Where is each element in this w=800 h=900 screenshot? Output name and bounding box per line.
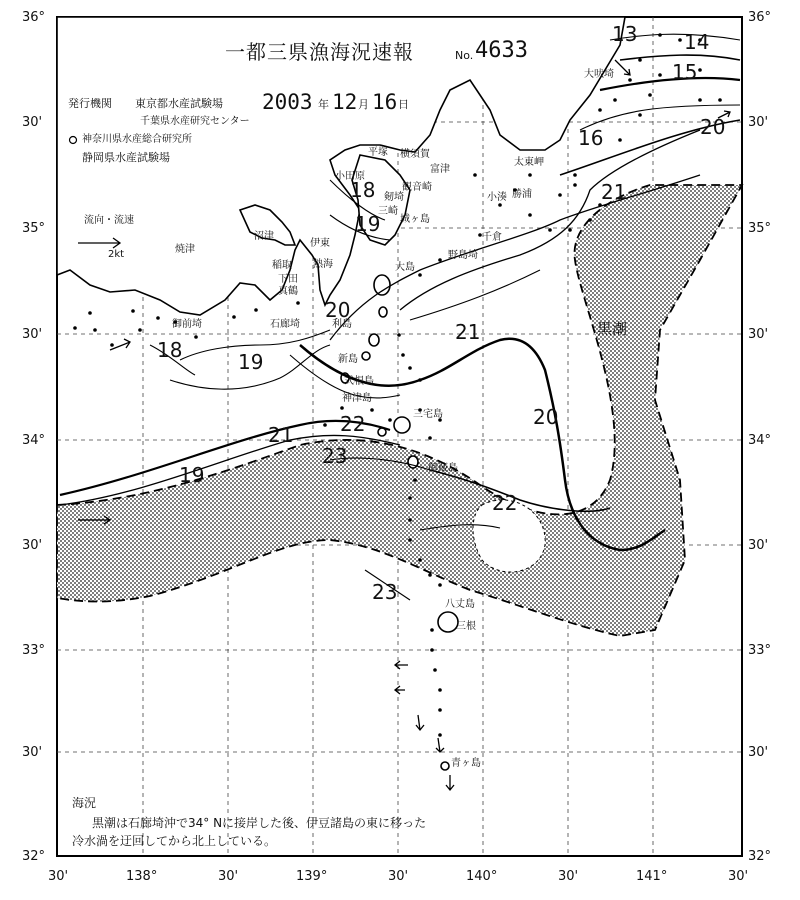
place-label: 利島 <box>332 319 352 330</box>
place-label: 青ヶ島 <box>451 758 481 769</box>
lon-label: 30' <box>218 869 239 884</box>
agency-kanagawa: 神奈川県水産総合研究所 <box>82 134 192 145</box>
place-label: 平塚 <box>368 147 388 158</box>
date-year-unit: 年 <box>318 98 329 111</box>
notes-line-1: 黒潮は石廊埼沖で34° Nに接岸した後、伊豆諸島の東に移った <box>92 816 427 830</box>
place-label: 御蔵島 <box>428 463 458 474</box>
lat-label-right: 36° <box>748 10 772 25</box>
lat-label-right: 33° <box>748 643 772 658</box>
place-label: 真鶴 <box>278 286 298 297</box>
place-label: 勝浦 <box>512 189 532 200</box>
agency-shizuoka: 静岡県水産試験場 <box>82 151 170 164</box>
lon-label: 30' <box>48 869 69 884</box>
place-label: 三根 <box>456 621 476 632</box>
isotherm-label: 16 <box>578 126 604 150</box>
isotherm-label: 19 <box>238 350 264 374</box>
map-title: 一都三県漁海況速報 <box>225 40 414 64</box>
lon-label: 30' <box>388 869 409 884</box>
isotherm-label: 13 <box>612 22 638 46</box>
lon-label: 30' <box>558 869 579 884</box>
lat-label-right: 30' <box>748 115 769 130</box>
lat-label: 35° <box>22 221 46 236</box>
issue-number: 4633 <box>475 38 528 63</box>
lat-label-right: 35° <box>748 221 772 236</box>
lat-label-right: 30' <box>748 538 769 553</box>
lon-label: 140° <box>466 869 498 884</box>
place-label: 城ヶ島 <box>400 214 430 225</box>
place-label: 沼津 <box>254 231 274 242</box>
place-label: 八丈島 <box>445 599 475 610</box>
lat-label: 34° <box>22 433 46 448</box>
place-label: 小湊 <box>487 192 507 203</box>
lat-label-right: 32° <box>748 849 772 864</box>
place-label: 焼津 <box>175 244 195 255</box>
date-month-unit: 月 <box>358 98 369 111</box>
date-day-unit: 日 <box>398 98 409 111</box>
place-label: 富津 <box>430 164 450 175</box>
lat-label-right: 30' <box>748 745 769 760</box>
lat-label: 36° <box>22 10 46 25</box>
lat-label-right: 30' <box>748 327 769 342</box>
isotherm-label: 21 <box>268 423 294 447</box>
place-label: 式根島 <box>344 376 374 387</box>
place-label: 稲取 <box>272 260 292 271</box>
lon-label: 30' <box>728 869 749 884</box>
place-label: 横須賀 <box>400 149 430 160</box>
place-label: 三崎 <box>378 206 398 217</box>
place-label: 御前埼 <box>172 319 202 330</box>
place-label: 新島 <box>338 354 358 365</box>
notes-line-2: 冷水渦を迂回してから北上している。 <box>72 834 277 848</box>
agency-tokyo: 東京都水産試験場 <box>135 97 223 110</box>
isotherm-label: 20 <box>533 405 559 429</box>
isotherm-label: 14 <box>684 30 710 54</box>
issuer-label: 発行機関 <box>68 97 112 110</box>
place-label: 伊東 <box>310 238 330 249</box>
place-label: 熱海 <box>313 259 333 270</box>
lon-label: 138° <box>126 869 158 884</box>
place-label: 太東岬 <box>514 157 544 168</box>
isotherm-label: 19 <box>355 212 381 236</box>
isotherm-label: 18 <box>350 178 376 202</box>
isotherm-label: 23 <box>322 444 348 468</box>
place-label: 野島埼 <box>448 250 478 261</box>
isotherm-label: 23 <box>372 580 398 604</box>
issue-prefix: No. <box>455 49 474 62</box>
place-label: 剱埼 <box>384 192 404 203</box>
lon-label: 141° <box>636 869 668 884</box>
isotherm-label: 18 <box>157 338 183 362</box>
isotherm-label: 20 <box>325 298 351 322</box>
date-month: 12 <box>332 90 358 114</box>
lat-label: 30' <box>22 745 43 760</box>
lat-label-right: 34° <box>748 433 772 448</box>
lat-label: 33° <box>22 643 46 658</box>
lat-label: 30' <box>22 327 43 342</box>
place-label: 三宅島 <box>413 409 443 420</box>
place-label: 大吠埼 <box>584 69 614 80</box>
lat-label: 30' <box>22 115 43 130</box>
place-label: 観音崎 <box>402 182 432 193</box>
place-label: 千倉 <box>482 232 502 243</box>
place-label: 神津島 <box>342 393 372 404</box>
date-day: 16 <box>372 90 398 114</box>
place-label: 石廊埼 <box>270 319 300 330</box>
isotherm-label: 20 <box>700 115 726 139</box>
notes-heading: 海況 <box>72 796 97 810</box>
legend-speed: 2kt <box>108 249 125 260</box>
agency-chiba: 千葉県水産研究センター <box>140 116 250 127</box>
isotherm-label: 19 <box>179 463 205 487</box>
isotherm-label: 21 <box>455 320 481 344</box>
legend-label: 流向・流速 <box>84 215 134 226</box>
kuroshio-label: 黒潮 <box>597 320 628 338</box>
isotherm-label: 22 <box>340 412 366 436</box>
lat-label: 30' <box>22 538 43 553</box>
isotherm-label: 21 <box>601 180 627 204</box>
place-label: 小田原 <box>335 171 365 182</box>
date-year: 2003 <box>262 90 313 114</box>
place-label: 大島 <box>395 262 415 273</box>
isotherm-label: 15 <box>672 60 698 84</box>
lat-label: 32° <box>22 849 46 864</box>
lon-label: 139° <box>296 869 328 884</box>
place-label: 下田 <box>278 274 298 285</box>
isotherm-label: 22 <box>492 491 518 515</box>
